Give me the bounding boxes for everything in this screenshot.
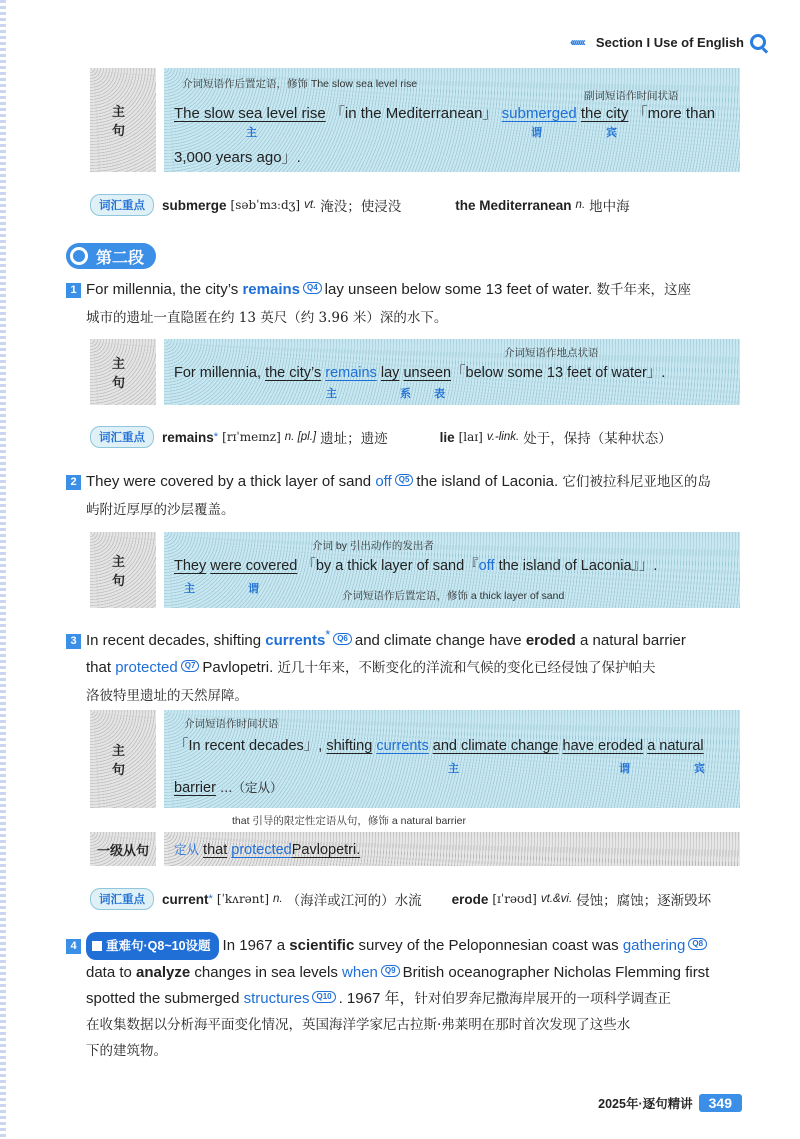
question-marker: Q9 (381, 965, 400, 977)
translation: 针对伯罗奔尼撒海岸展开的一项科学调查正 (414, 991, 671, 1007)
sentence-number: 1 (66, 283, 81, 298)
question-marker: Q4 (303, 282, 322, 294)
subject: They (174, 558, 207, 574)
question-marker: Q6 (333, 633, 352, 645)
label-main: 主 句 (90, 68, 156, 172)
meaning: 淹没；使浸没 (320, 199, 402, 215)
prep-phrase: 「in the Mediterranean」 (329, 105, 498, 122)
phonetic: [ˈkʌrənt] (216, 892, 270, 906)
sentence-number: 4 (66, 939, 81, 954)
part-of-speech: n. (575, 199, 586, 211)
star-mark: * (213, 431, 219, 443)
label-main: 主 句 (90, 710, 156, 808)
meaning: 侵蚀；腐蚀；逐渐毁坏 (576, 893, 712, 909)
part-of-speech: v.-link. (486, 431, 520, 443)
vocab-row-2 (90, 426, 672, 448)
keyword: scientific (289, 937, 355, 954)
annotation: 介词短语作时间状语 (184, 718, 279, 730)
analysis-box-4 (90, 710, 740, 808)
page-number: 349 (699, 1094, 742, 1112)
translation: 屿附近厚厚的沙层覆盖。 (86, 502, 235, 518)
adverbial: 「below some 13 feet of water」. (451, 365, 666, 381)
question-marker: Q10 (312, 991, 335, 1003)
keyword: structures (243, 990, 310, 1007)
sentence-line (174, 102, 715, 123)
sentence-1: 1 For millennia, the city’s remains Q4 lay unseen below some 13 feet of water. 数千年来，这座 城市的遗址一直隐匿在约 13 英尺（约 3.96 米）深的水下。 (66, 276, 746, 332)
vocab-word: current (162, 891, 209, 907)
page-edge-strip (0, 0, 6, 1139)
sentence-number: 3 (66, 634, 81, 649)
clause-marker: …（定从） (219, 780, 283, 795)
label-sub-clause: 一级从句 (90, 832, 156, 866)
question-marker: Q5 (395, 474, 414, 486)
annotation: that 引导的限定性定语从句，修饰 a natural barrier (232, 815, 466, 827)
keyword: currents (265, 632, 326, 649)
annotation: 介词 by 引出动作的发出者 (312, 540, 434, 552)
vocab-word: submerge (162, 197, 227, 213)
meaning: （海洋或江河的）水流 (286, 893, 422, 909)
predicate: submerged (501, 105, 577, 122)
subject: and climate change (432, 738, 559, 754)
subject-keyword: currents (376, 738, 429, 754)
sentence-4: 4 重难句·Q8~10设题 In 1967 a scientific survey of the Peloponnesian coast was gathering Q8 data to analyze changes in sea levels when Q9 British oceanographer Nicholas Flemming first spotted the submerged structures Q10 . 1967 年，针对伯罗奔尼撒海岸展开的一项科学调查正 在收集数据以分析海平面变化情况，英国海洋学家尼古拉斯·弗莱明在那时首次发现了这些水 下的建筑物。 (66, 932, 746, 1064)
meaning: 遗址；遗迹 (320, 431, 388, 447)
keyword: when (342, 964, 378, 981)
sentence-2: 2 They were covered by a thick layer of sand off Q5 the island of Laconia. 它们被拉科尼亚地区的岛 屿附近厚厚的沙层覆盖。 (66, 468, 746, 524)
question-marker: Q7 (181, 660, 200, 672)
annotation: 副词短语作时间状语 (584, 90, 679, 102)
sentence-3: 3 In recent decades, shifting currents* Q6 and climate change have eroded a natural barrier that protected Q7 Pavlopetri. 近几十年来，不断变化的洋流和气候的变化已经侵蚀了保护帕夫 洛彼特里遗址的天然屏障。 (66, 622, 746, 710)
vocab-word: the Mediterranean (455, 197, 572, 213)
attributive-phrase: the island of Laconia』」. (498, 558, 658, 574)
running-header (570, 34, 766, 50)
translation: 城市的遗址一直隐匿在约 13 英尺（约 3.96 米）深的水下。 (86, 310, 448, 326)
subject: shifting (326, 738, 373, 754)
sentence-line: 3,000 years ago」. (174, 149, 301, 166)
predicate: were covered (210, 558, 298, 574)
role-object: 宾 (606, 127, 617, 139)
sentence-line (174, 554, 657, 575)
sentence-line: For millennia, the city’s remains lay unseen「below some 13 feet of water」. (174, 365, 666, 381)
translation: 它们被拉科尼亚地区的岛 (562, 474, 711, 490)
keyword: protected (231, 842, 292, 858)
part-of-speech: vt.&vi. (540, 893, 573, 905)
annotation: 介词短语作后置定语，修饰 a thick layer of sand (342, 590, 565, 602)
meaning: 地中海 (589, 199, 630, 215)
sentence-line (174, 778, 282, 796)
key-sentence-badge: 重难句·Q8~10设题 (86, 932, 219, 960)
page-footer (598, 1094, 742, 1112)
role-predicate: 谓 (248, 583, 259, 595)
vocab-word: erode (451, 891, 489, 907)
analysis-box-5 (90, 832, 740, 866)
subject: The slow sea level rise (174, 105, 326, 122)
analysis-box-1 (90, 68, 740, 172)
keyword: gathering (622, 937, 686, 954)
label-main: 主 句 (90, 532, 156, 608)
predicate: have eroded (562, 738, 644, 754)
adverbial: 「more than (632, 105, 716, 122)
translation: 洛彼特里遗址的天然屏障。 (86, 688, 248, 704)
role-complement: 表 (434, 388, 445, 400)
header-title: Section I Use of English (595, 34, 744, 50)
translation: 下的建筑物。 (86, 1043, 167, 1059)
annotation: 介词短语作后置定语，修饰 The slow sea level rise (182, 78, 418, 90)
flag-icon (92, 941, 102, 951)
analysis-body-4 (164, 710, 740, 808)
phonetic: [rɪˈmeɪnz] (222, 430, 281, 444)
phonetic: [səbˈmɜːdʒ] (230, 198, 301, 212)
keyword: off (478, 558, 495, 574)
vocab-row-1 (90, 194, 630, 216)
part-of-speech: n. (273, 893, 283, 905)
sentence-number: 2 (66, 475, 81, 490)
star-mark: * (208, 893, 213, 905)
clause-tag: 定从 (174, 842, 200, 857)
translation: 近几十年来，不断变化的洋流和气候的变化已经侵蚀了保护帕夫 (277, 660, 656, 676)
sentence-line: 定从 that protectedPavlopetri. (174, 842, 361, 858)
translation: 数千年来，这座 (596, 282, 692, 298)
role-predicate: 谓 (619, 763, 630, 775)
keyword: eroded (525, 632, 576, 649)
phonetic: [ɪˈrəʊd] (492, 892, 537, 906)
keyword: analyze (136, 964, 191, 981)
label-main: 主 句 (90, 339, 156, 405)
complement: unseen (403, 365, 452, 381)
vocab-word: remains (162, 429, 214, 445)
role-subject: 主 (246, 127, 257, 139)
analysis-body-3 (164, 532, 740, 608)
magnifier-icon (750, 34, 766, 50)
role-predicate: 谓 (531, 127, 542, 139)
footer-text: 2025年·逐句精讲 (598, 1097, 693, 1111)
keyword: off (375, 473, 392, 490)
sentence-line (174, 734, 704, 755)
subject-keyword: remains (325, 365, 377, 381)
part-of-speech: n. [pl.] (284, 431, 317, 443)
role-subject: 主 (326, 388, 337, 400)
role-subject: 主 (184, 583, 195, 595)
part-of-speech: vt. (304, 199, 317, 211)
section-heading (66, 243, 156, 269)
vocab-tag: 词汇重点 (90, 888, 154, 910)
phonetic: [laɪ] (458, 430, 483, 444)
analysis-body-5 (164, 832, 740, 866)
subject: the city’s (265, 365, 322, 381)
analysis-body-1 (164, 68, 740, 172)
chevron-left-icon: ‹‹‹‹‹‹‹ (569, 35, 584, 49)
analysis-box-3 (90, 532, 740, 608)
agent-phrase: 「by a thick layer of sand『 (301, 558, 479, 574)
analysis-body-2 (164, 339, 740, 405)
object: barrier (174, 780, 216, 796)
translation: 在收集数据以分析海平面变化情况，英国海洋学家尼古拉斯·弗莱明在那时首次发现了这些水 (86, 1017, 631, 1033)
vocab-tag: 词汇重点 (90, 194, 154, 216)
adverbial: 「In recent decades」, (174, 738, 323, 754)
analysis-box-2 (90, 339, 740, 405)
object: a natural (647, 738, 704, 754)
vocab-row-3 (90, 888, 711, 910)
keyword: protected (115, 659, 178, 676)
section-title: 第二段 (96, 249, 145, 267)
magnifier-icon (70, 247, 88, 265)
role-subject: 主 (448, 763, 459, 775)
annotation: 介词短语作地点状语 (504, 347, 599, 359)
role-object: 宾 (694, 763, 705, 775)
question-marker: Q8 (688, 938, 707, 950)
vocab-word: lie (439, 429, 455, 445)
star-mark: * (325, 628, 331, 642)
meaning: 处于，保持（某种状态） (523, 431, 672, 447)
role-linking: 系 (400, 388, 411, 400)
keyword: remains (242, 281, 300, 298)
object: the city (580, 105, 629, 122)
linking-verb: lay (380, 365, 400, 381)
vocab-tag: 词汇重点 (90, 426, 154, 448)
